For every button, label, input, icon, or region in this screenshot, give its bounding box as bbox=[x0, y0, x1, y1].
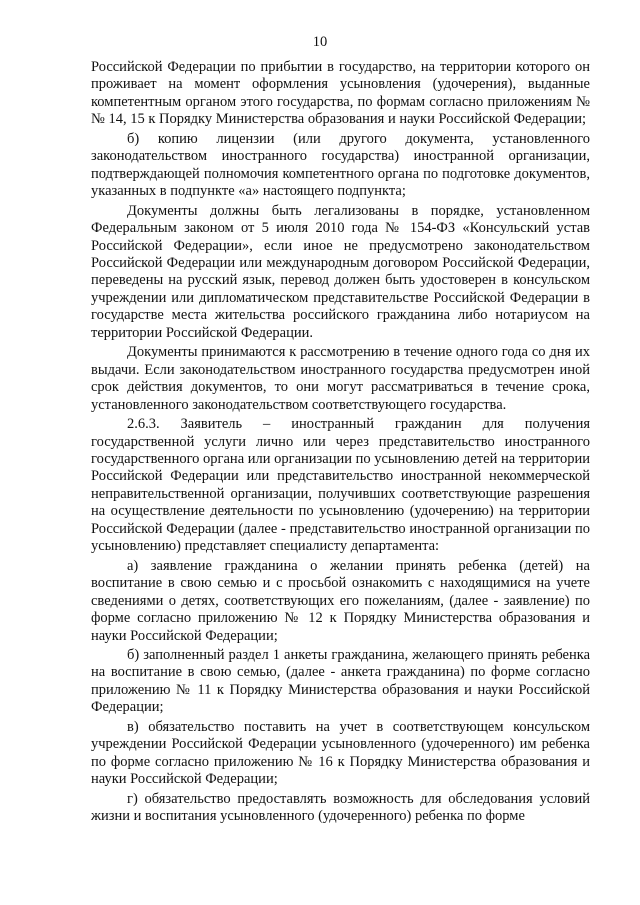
paragraph-item-a-application: а) заявление гражданина о желании принять ребенка (детей) на воспитание в свою семью и с просьбой ознакомить с находящимися на учете сведениями о детях, соответствующих его пожеланиям, (далее - заявление) по форме согласно приложению № 12 к Порядку Министерства образования и науки Российской Федерации; bbox=[91, 557, 590, 644]
paragraph-validity: Документы принимаются к рассмотрению в течение одного года со дня их выдачи. Если законодательством иностранного государства предусмотрен иной срок действия документов, то они могут рассматриваться в течение срока, установленного законодательством соответствующего государства. bbox=[91, 344, 590, 413]
paragraph-item-b-questionnaire: б) заполненный раздел 1 анкеты гражданина, желающего принять ребенка на воспитание в свою семью, (далее - анкета гражданина) по форме согласно приложению № 11 к Порядку Министерства образования и науки Российской Федерации; bbox=[91, 646, 590, 716]
paragraph-2-6-3: 2.6.3. Заявитель – иностранный гражданин для получения государственной услуги лично или через представительство иностранного государственного органа или организации по усыновлению детей на территории Российской Федерации или представительство иностранной некоммерческой неправительственной организации, получивших соответствующие разрешения на осуществление деятельности по усыновлению (удочерению) на территории Российской Федерации (далее - представительство иностранной организации по усыновлению) представляет специалисту департамента: bbox=[91, 416, 590, 555]
page-number: 10 bbox=[312, 34, 328, 50]
paragraph-legalization: Документы должны быть легализованы в порядке, установленном Федеральным законом от 5 июля 2010 года № 154-ФЗ «Консульский устав Российской Федерации», если иное не предусмотрено законодательством Российской Федерации или международным договором Российской Федерации, переведены на русский язык, перевод должен быть удостоверен в консульском учреждении или дипломатическом представительстве Российской Федерации в государстве места жительства российского гражданина либо нотариусом на территории Российской Федерации. bbox=[91, 202, 590, 341]
paragraph-continuation: Российской Федерации по прибытии в государство, на территории которого он проживает на момент оформления усыновления (удочерения), выданные компетентным органом этого государства, по формам согласно приложениям №№ 14, 15 к Порядку Министерства образования и науки Российской Федерации; bbox=[91, 59, 590, 128]
document-body bbox=[91, 59, 590, 827]
paragraph-item-g-obligation: г) обязательство предоставлять возможность для обследования условий жизни и воспитания усыновленного (удочеренного) ребенка по форме bbox=[91, 790, 590, 825]
paragraph-item-v-obligation: в) обязательство поставить на учет в соответствующем консульском учреждении Российской Федерации усыновленного (удочеренного) им ребенка по форме согласно приложению № 16 к Порядку Министерства образования и науки Российской Федерации; bbox=[91, 718, 590, 788]
paragraph-item-b-license: б) копию лицензии (или другого документа, установленного законодательством иностранного государства) иностранной организации, подтверждающей полномочия компетентного органа по подготовке документов, указанных в подпункте «а» настоящего подпункта; bbox=[91, 130, 590, 200]
